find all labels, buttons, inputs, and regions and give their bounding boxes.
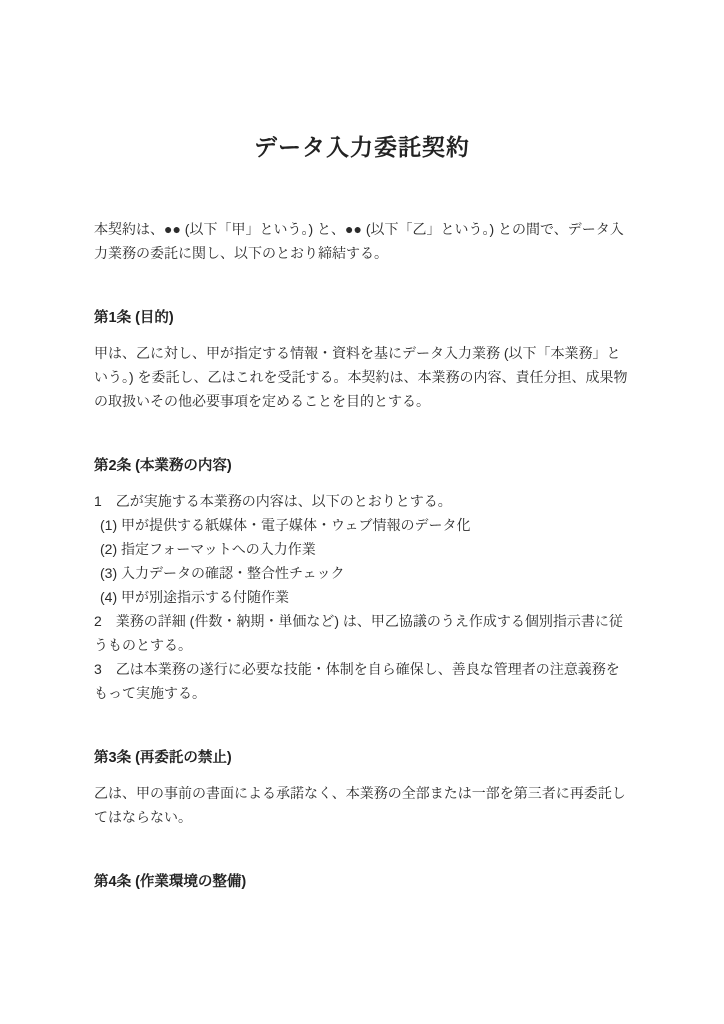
article-2-clause-1-item-1: (1) 甲が提供する紙媒体・電子媒体・ウェブ情報のデータ化 <box>100 517 471 533</box>
article-4-heading: 第4条 (作業環境の整備) <box>94 874 247 890</box>
article-3-heading: 第3条 (再委託の禁止) <box>94 750 232 766</box>
article-3-body: 乙は、甲の事前の書面による承諾なく、本業務の全部または一部を第三者に再委託してはならない。 <box>94 785 626 825</box>
article-1-body: 甲は、乙に対し、甲が指定する情報・資料を基にデータ入力業務 (以下「本業務」という。) を委託し、乙はこれを受託する。本契約は、本業務の内容、責任分担、成果物の取扱いその他必要事項を定めることを目的とする。 <box>94 345 628 409</box>
article-2-heading: 第2条 (本業務の内容) <box>94 458 232 474</box>
contract-title: データ入力委託契約 <box>254 134 470 160</box>
article-2-clause-1-item-3: (3) 入力データの確認・整合性チェック <box>100 565 345 581</box>
article-2-clause-1-item-2: (2) 指定フォーマットへの入力作業 <box>100 541 316 557</box>
contract-preamble: 本契約は、●● (以下「甲」という。) と、●● (以下「乙」という。) との間で、データ入力業務の委託に関し、以下のとおり締結する。 <box>94 221 624 261</box>
article-1-heading: 第1条 (目的) <box>94 310 174 326</box>
article-2-clause-1-item-4: (4) 甲が別途指示する付随作業 <box>100 589 289 605</box>
article-2-clause-1: 1 乙が実施する本業務の内容は、以下のとおりとする。 <box>94 493 452 509</box>
article-2-clause-3: 3 乙は本業務の遂行に必要な技能・体制を自ら確保し、善良な管理者の注意義務をもって実施する。 <box>94 661 620 701</box>
article-2-clause-2: 2 業務の詳細 (件数・納期・単価など) は、甲乙協議のうえ作成する個別指示書に従うものとする。 <box>94 613 623 653</box>
